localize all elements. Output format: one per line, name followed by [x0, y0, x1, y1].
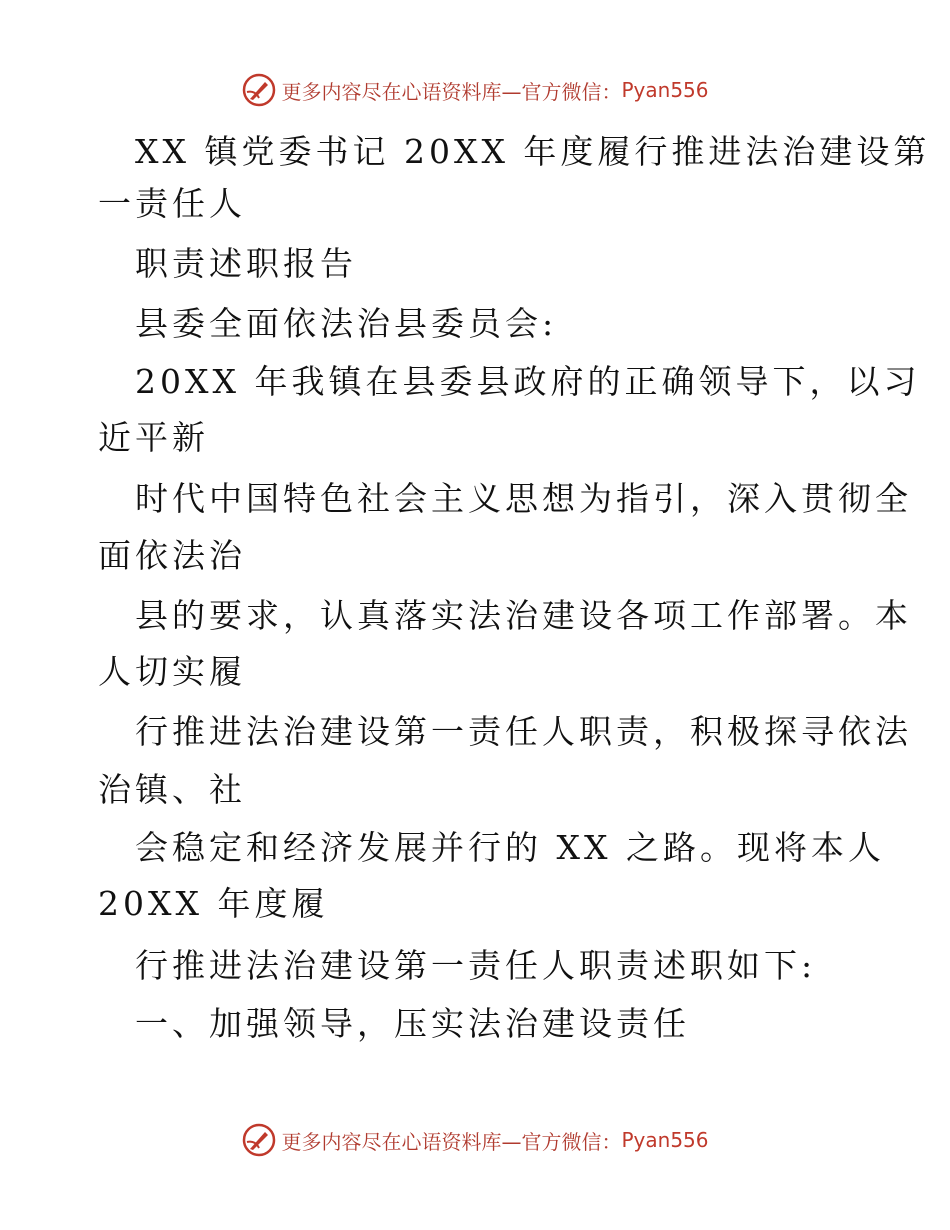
doc-line: 一责任人 [98, 184, 246, 223]
doc-line: 20XX 年度履 [98, 884, 329, 923]
doc-line: 一、加强领导，压实法治建设责任 [135, 1004, 690, 1043]
doc-line: 会稳定和经济发展并行的 XX 之路。现将本人 [135, 828, 885, 867]
doc-line: XX 镇党委书记 20XX 年度履行推进法治建设第 [135, 132, 931, 171]
doc-line: 县委全面依法治县委员会: [135, 304, 558, 343]
doc-line: 行推进法治建设第一责任人职责述职如下: [135, 946, 817, 985]
doc-line: 20XX 年我镇在县委县政府的正确领导下，以习 [135, 362, 921, 401]
doc-line: 职责述职报告 [135, 244, 357, 283]
banner-text: 更多内容尽在心语资料库—官方微信： [281, 79, 622, 104]
doc-line: 行推进法治建设第一责任人职责，积极探寻依法 [135, 712, 912, 751]
banner-wechat-id: Pyan556 [621, 1128, 709, 1152]
banner-text: 更多内容尽在心语资料库—官方微信： [281, 1129, 622, 1154]
banner-wechat-id: Pyan556 [621, 78, 709, 102]
doc-line: 治镇、社 [98, 770, 246, 809]
quill-pen-logo-icon [241, 72, 277, 108]
header-watermark-banner [0, 70, 950, 110]
footer-watermark-banner [0, 1120, 950, 1160]
doc-line: 人切实履 [98, 652, 246, 691]
quill-pen-logo-icon [241, 1122, 277, 1158]
doc-line: 时代中国特色社会主义思想为指引，深入贯彻全 [135, 479, 912, 518]
doc-line: 面依法治 [98, 536, 246, 575]
doc-line: 近平新 [98, 418, 209, 457]
doc-line: 县的要求，认真落实法治建设各项工作部署。本 [135, 596, 912, 635]
